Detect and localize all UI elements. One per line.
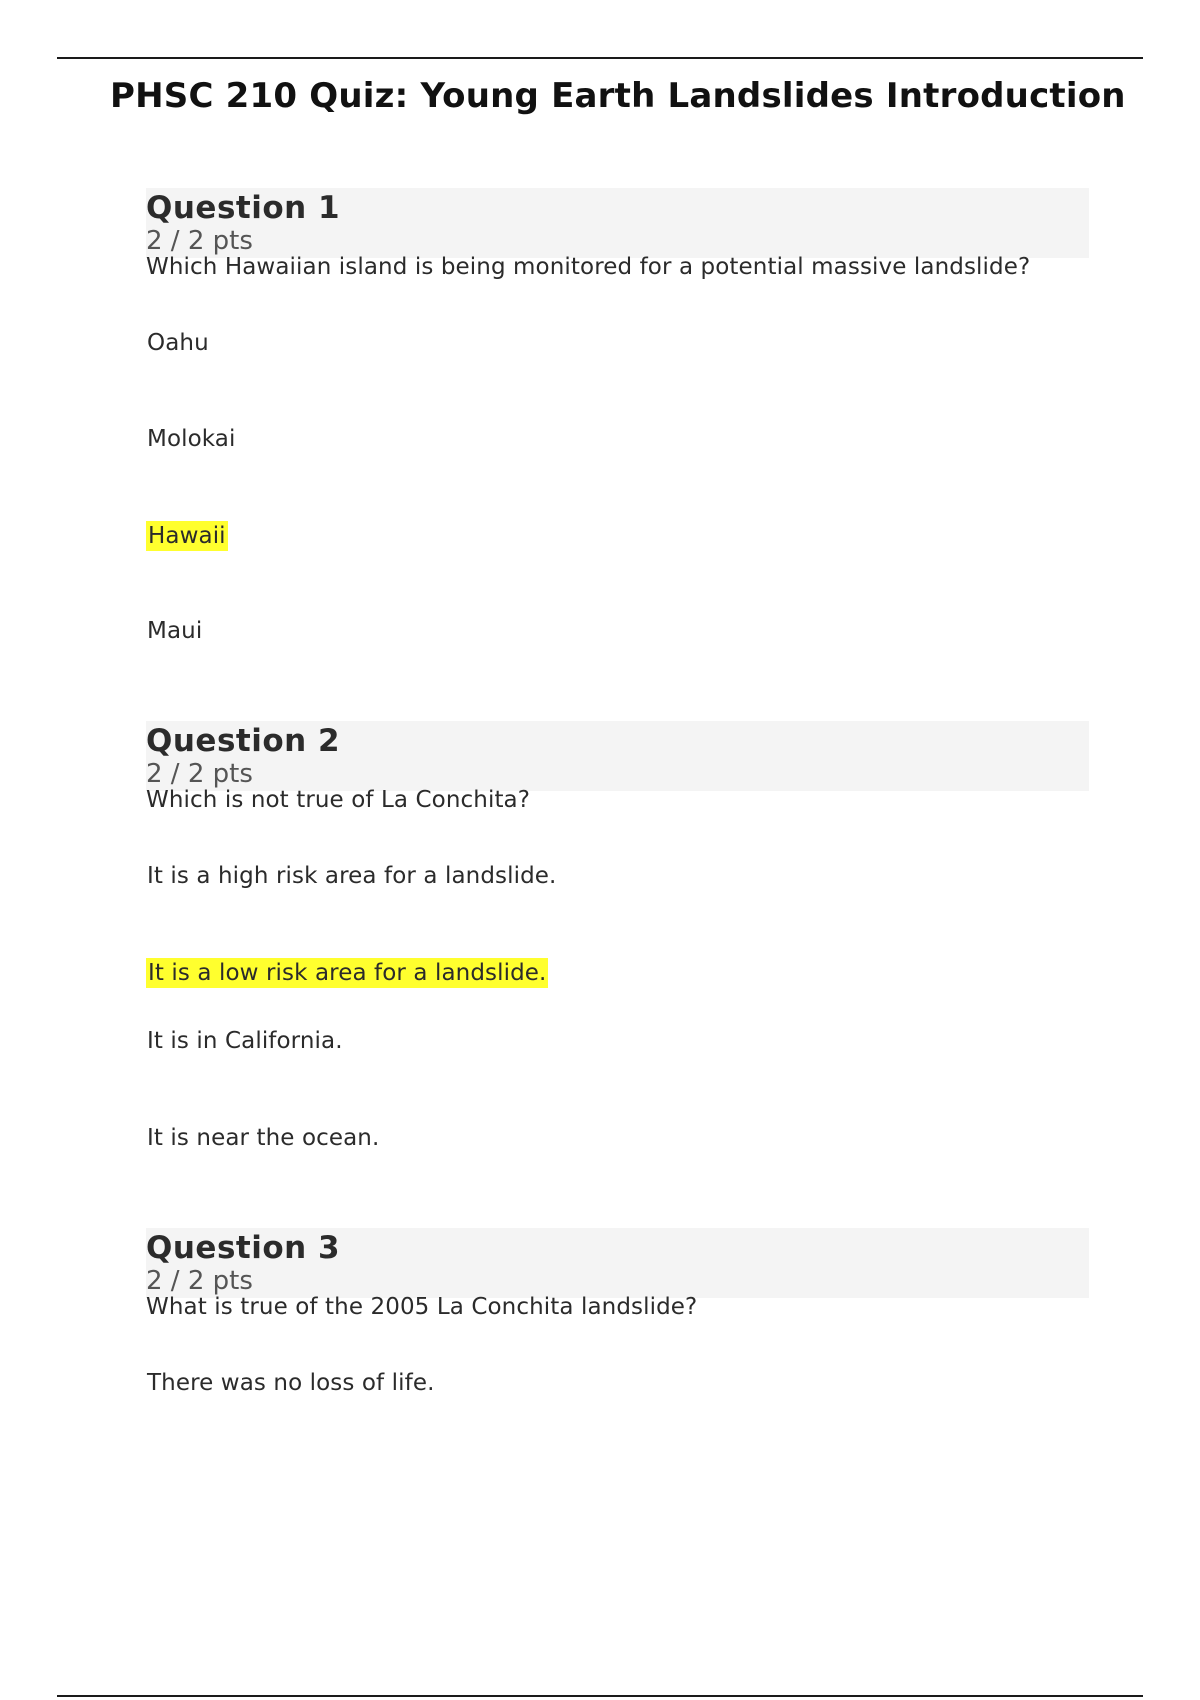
bottom-rule (57, 1695, 1143, 1697)
answer-option-selected[interactable]: It is a low risk area for a landslide. (148, 960, 547, 986)
question-title: Question 3 (146, 1230, 341, 1266)
answer-option[interactable]: Maui (147, 618, 203, 644)
question-1 (146, 188, 1089, 644)
question-title: Question 2 (146, 723, 341, 759)
question-3 (146, 1228, 1089, 1396)
question-points: 2 / 2 pts (146, 1266, 253, 1296)
document-title: PHSC 210 Quiz: Young Earth Landslides Introduction (110, 76, 1126, 116)
question-points: 2 / 2 pts (146, 226, 253, 256)
question-2 (146, 721, 1089, 1151)
question-text: What is true of the 2005 La Conchita landslide? (146, 1294, 698, 1320)
answer-option[interactable]: Molokai (147, 426, 236, 452)
answer-option[interactable]: It is near the ocean. (147, 1125, 380, 1151)
answer-option[interactable]: It is a high risk area for a landslide. (147, 863, 557, 889)
answer-option[interactable]: Oahu (147, 330, 209, 356)
question-title: Question 1 (146, 190, 341, 226)
question-text: Which Hawaiian island is being monitored for a potential massive landslide? (146, 254, 1031, 280)
question-header (146, 1228, 1089, 1298)
question-points: 2 / 2 pts (146, 759, 253, 789)
question-header (146, 721, 1089, 791)
top-rule (57, 57, 1143, 59)
question-text: Which is not true of La Conchita? (146, 787, 531, 813)
answer-option[interactable]: It is in California. (147, 1028, 343, 1054)
question-header (146, 188, 1089, 258)
answer-option[interactable]: There was no loss of life. (147, 1370, 435, 1396)
answer-option-selected[interactable]: Hawaii (148, 523, 226, 549)
